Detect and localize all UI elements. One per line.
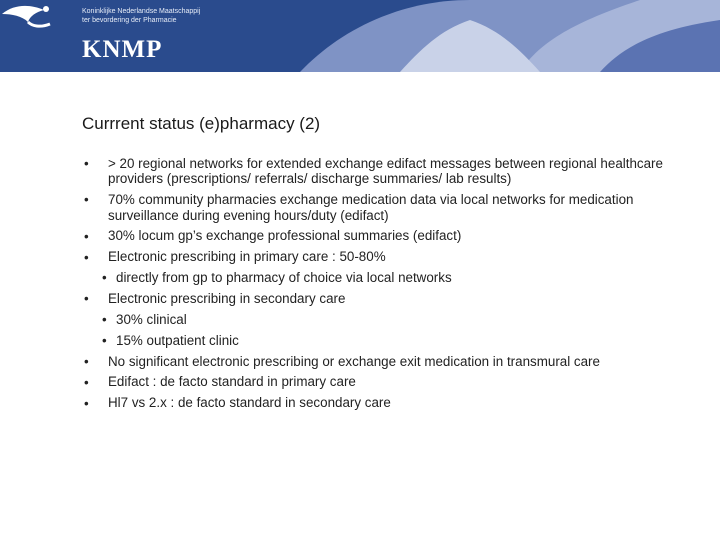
bullet-item (84, 189, 664, 225)
bullet-text: 30% locum gp’s exchange professional summaries (edifact) (108, 228, 462, 244)
logo-text: KNMP (82, 36, 163, 63)
sub-bullet-text: 30% clinical (116, 312, 187, 328)
header-banner (0, 0, 720, 72)
bullet-icon: • (102, 312, 107, 328)
bullet-text: Hl7 vs 2.x : de facto standard in secondary care (108, 395, 391, 411)
bullet-icon: • (84, 156, 89, 171)
sub-bullet-item (84, 330, 664, 351)
bullet-item (84, 393, 664, 414)
bullet-icon: • (84, 291, 89, 307)
bullet-icon: • (84, 395, 89, 411)
sub-bullet-item (84, 267, 664, 288)
bullet-icon: • (102, 270, 107, 286)
bullet-text: Edifact : de facto standard in primary care (108, 374, 356, 390)
bullet-text: 70% community pharmacies exchange medication data via local networks for medication surveillance during evening hours/duty (edifact) (108, 191, 634, 223)
bullet-text: > 20 regional networks for extended exchange edifact messages between regional healthcare providers (prescriptions/ referrals/ discharge summaries/ lab results) (108, 155, 663, 187)
bullet-item (84, 226, 664, 247)
bullet-item (84, 247, 664, 268)
bullet-item (84, 372, 664, 393)
bullet-text: Electronic prescribing in primary care : 50-80% (108, 249, 386, 265)
bullet-item (84, 288, 664, 309)
org-name-line-2: ter bevordering der Pharmacie (82, 17, 177, 24)
slide-title: Currrent status (e)pharmacy (2) (82, 114, 321, 133)
sub-bullet-text: 15% outpatient clinic (116, 333, 239, 349)
org-name-line-1: Koninklijke Nederlandse Maatschappij (82, 8, 201, 15)
bullet-list (84, 153, 664, 413)
knmp-logo-icon (0, 0, 56, 30)
bullet-icon: • (84, 374, 89, 390)
bullet-icon: • (84, 192, 89, 208)
bullet-icon: • (84, 228, 89, 244)
bullet-icon: • (84, 354, 89, 370)
bullet-item (84, 153, 664, 189)
sub-bullet-item (84, 309, 664, 330)
bullet-text: No significant electronic prescribing or exchange exit medication in transmural care (108, 353, 600, 369)
bullet-icon: • (102, 333, 107, 349)
bullet-icon: • (84, 249, 89, 265)
bullet-item (84, 351, 664, 372)
bullet-text: Electronic prescribing in secondary care (108, 290, 346, 306)
sub-bullet-text: directly from gp to pharmacy of choice via local networks (116, 270, 452, 286)
